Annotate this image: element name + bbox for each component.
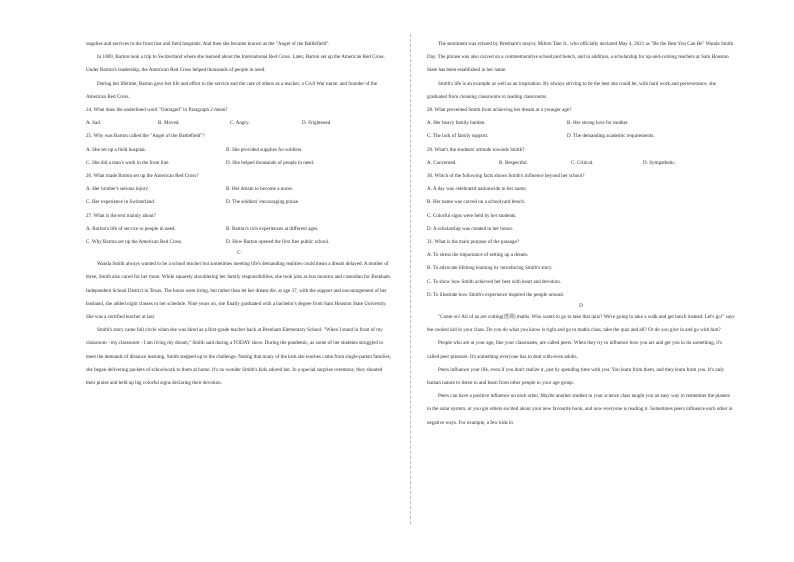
option-b: B. Her name was carved on a schoolyard bench. bbox=[427, 199, 526, 206]
paragraph: People who are at your age, like your classmates, are called peers. When they try to influence how you act and get you to do something, it's called peer pressure. It's something everyone has to deal with-even adults. bbox=[427, 340, 723, 360]
paragraph: supplies and services to the front line and field hospitals. And then she became known as the "Angel of the Battlefield". bbox=[86, 41, 330, 47]
option-d: D. To illustrate how Smith's experience inspired the people around. bbox=[427, 291, 564, 298]
option-b: B. To advocate lifelong learning by introducing Smith's story. bbox=[427, 265, 553, 272]
question-24-options bbox=[86, 117, 392, 130]
option-c: C. She did a man's work in the front line. bbox=[86, 159, 170, 166]
paragraph: The sentiment was echoed by Brenham's mayor, Milton Tate Jr., who officially declared May 4, 2021 as "Be the Best You Can Be" Wanda Smith Day. The phrase was also carved on a commemorative schoolyard bench, and in addition, a scholarship for up-and-coming teachers at Sam Houston State has been established in her name. bbox=[427, 41, 734, 74]
option-d: D. A scholarship was created in her honor. bbox=[427, 225, 514, 232]
option-b: B. She provided supplies for soldiers. bbox=[226, 146, 303, 153]
option-a: A. To stress the importance of setting up a dream. bbox=[427, 252, 529, 259]
option-d: D. The demanding academic requirements. bbox=[567, 133, 655, 140]
left-column bbox=[86, 38, 392, 390]
option-row bbox=[427, 117, 735, 130]
option-b: B. Barton's rich experiences at different ages. bbox=[226, 225, 319, 232]
question-30-stem: 30. Which of the following facts shows Smith's influence beyond her school? bbox=[427, 173, 585, 180]
paragraph: Smith's story came full circle when she was hired as a first-grade teacher back at Brenham Elementary School. "When I stand in front of my classroom - my classroom - I am living my dream," Smith said during a TODAY show. During the pandemic, as some of her students struggled to meet the demands of distance learning, Smith stepped up to the challenge. Noting that many of the kids she teaches came from single-parent families, she began delivering packets of schoolwork to them at home. It's no wonder Smith's kids adored her. In a special surprise ceremony, they shouted their praise and held up big colorful signs declaring their devotion. bbox=[86, 327, 391, 387]
option-c: C. Her experience in Switzerland. bbox=[86, 199, 156, 206]
option-c: C. To show how Smith achieved her best with heart and devotion. bbox=[427, 278, 562, 285]
option-d: D. She helped thousands of people in need. bbox=[226, 159, 315, 166]
option-row bbox=[86, 183, 392, 196]
option-a: A. A day was celebrated nationwide in her name. bbox=[427, 186, 527, 193]
option-c: C. Colorful signs were held by her students. bbox=[427, 212, 517, 219]
right-column bbox=[427, 38, 735, 430]
paragraph: Smith's life is an example as well as an inspiration. By always striving to be the best she could be, with hard work and perseverance, she graduated from cleaning classrooms to leading classrooms. bbox=[427, 80, 716, 100]
option-a: A. Barton's life of service to people in need. bbox=[86, 225, 176, 232]
option-c: C. Angry. bbox=[230, 120, 250, 127]
question-31-stem: 31. What is the main purpose of the passage? bbox=[427, 239, 519, 246]
option-d: D. How Barton opened the first free public school. bbox=[226, 239, 330, 246]
question-26-stem: 26. What made Barton set up the American Red Cross? bbox=[86, 173, 199, 180]
paragraph: In 1869, Barton took a trip to Switzerland where she learned about the International Red Cross. Later, Barton set up the American Red Cross. Under Barton's leadership, the American Red Cross helped thousands of people in need. bbox=[86, 54, 385, 74]
option-row bbox=[86, 223, 392, 236]
paragraph: During her lifetime, Barton gave her life and effort to the service and the care of others as a teacher, a Civil War nurse, and founder of the American Red Cross. bbox=[86, 80, 378, 100]
section-c-heading: C bbox=[237, 250, 241, 257]
option-row bbox=[86, 144, 392, 157]
section-d-heading: D bbox=[579, 303, 583, 310]
paragraph: Wanda Smith always wanted to be a school teacher but sometimes meeting life's demanding realities could mean a dream delayed. A mother of three, Smith also cared for her mom. While squarely shouldering her family responsibilities, she took jobs as bus monitor and custodian for Brenham Independent School District in Texas. The hours were tiring, but rather than let her dream die, at age 37, with the support and encouragement of her husband, she added night classes to her schedule. Nine years on, she finally graduated with a bachelor's degree from Sam Houston State University. She was a certified teacher at last. bbox=[86, 261, 390, 321]
option-a: A. Concerned. bbox=[427, 159, 457, 166]
question-29-options bbox=[427, 157, 735, 170]
paragraph: "Come on! All of us are cutting(逃课) maths. Who wants to go to take that quiz? We're going to take a walk and get lunch instead. Let's go!" says the coolest kid in your class. Do you do what you know is right and go to maths class, take the quiz and all? Or do you give in and go with him? bbox=[427, 314, 735, 334]
option-row bbox=[86, 157, 392, 170]
option-c: C. Critical. bbox=[571, 159, 594, 166]
option-a: A. Her heavy family burden. bbox=[427, 120, 486, 127]
option-a: A. She set up a field hospital. bbox=[86, 146, 146, 153]
option-b: B. Her strong love for mother. bbox=[567, 120, 629, 127]
question-29-stem: 29. What's the students' attitude towards Smith? bbox=[427, 146, 525, 153]
paragraph: Peers influence your life, even if you don't realize it, just by spending time with you. You learn from them, and they learn from you. It's only human nature to listen to and learn from other people in your age group. bbox=[427, 366, 725, 387]
question-27-stem: 27. What is the text mainly about? bbox=[86, 212, 156, 219]
question-24-stem: 24. What does the underlined word "Outraged" in Paragraph 2 mean? bbox=[86, 107, 228, 114]
option-a: A. Her brother's serious injury. bbox=[86, 186, 149, 193]
option-c: C. The lack of family support. bbox=[427, 133, 489, 140]
option-d: D. Sympathetic. bbox=[643, 159, 676, 166]
option-row bbox=[427, 130, 735, 143]
option-b: B. Moved. bbox=[158, 120, 180, 127]
option-d: D. The soldiers' encouraging praise. bbox=[226, 199, 300, 206]
column-divider bbox=[410, 34, 411, 524]
option-d: D. Frightened bbox=[302, 120, 331, 127]
question-25-stem: 25. Why was Barton called the "Angel of the Battlefield"? bbox=[86, 133, 205, 140]
paragraph: Peers can have a positive influence on each other. Maybe another student in your science class taught you an easy way to remember the planets in the solar system, or you got others excited about your new favourite book, and now everyone is reading it. Sometimes peers influence each other in negative ways. For example, a few kids in bbox=[427, 393, 733, 426]
option-b: B. Her dream to become a nurse. bbox=[226, 186, 294, 193]
option-b: B. Respectful. bbox=[499, 159, 529, 166]
option-row bbox=[86, 236, 392, 249]
question-28-stem: 28. What prevented Smith from achieving her dream at a younger age? bbox=[427, 107, 572, 114]
option-row bbox=[86, 196, 392, 209]
option-c: C. Why Barton set up the American Red Cross. bbox=[86, 239, 183, 246]
option-a: A. Sad. bbox=[86, 120, 102, 127]
